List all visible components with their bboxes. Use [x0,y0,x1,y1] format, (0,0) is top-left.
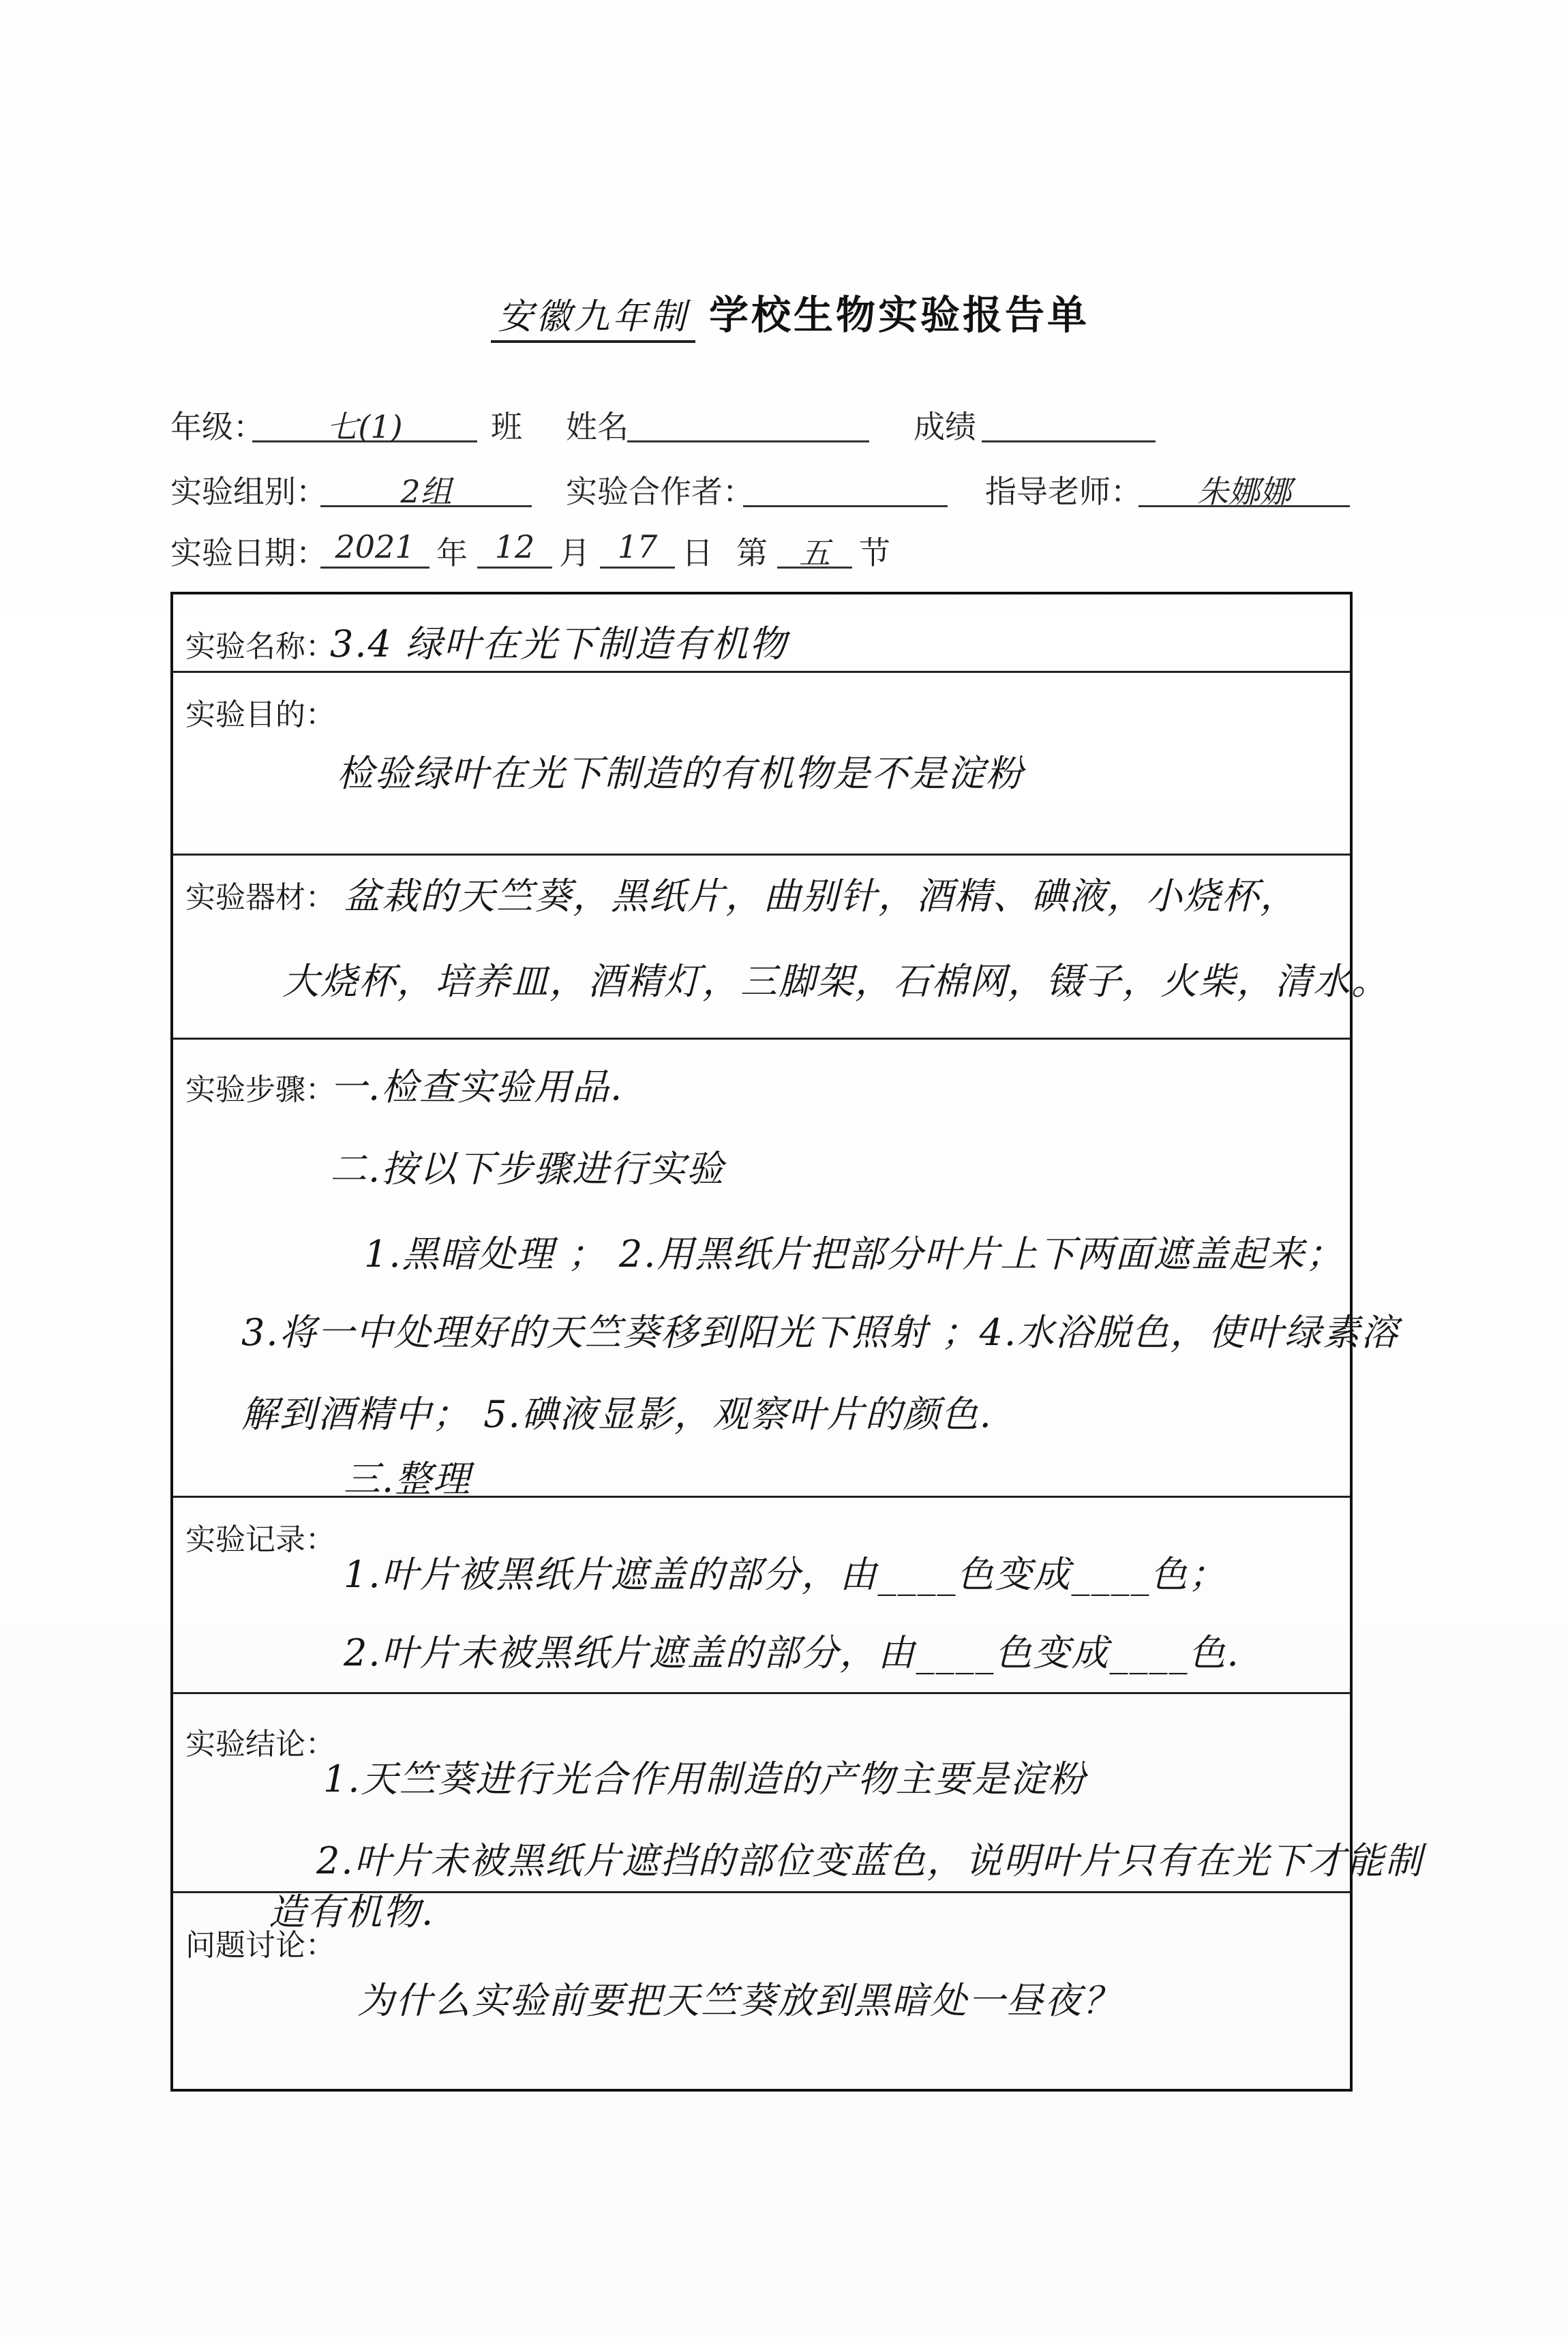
grade-label: 年级： [170,408,265,445]
period-prefix: 第 [736,534,768,571]
discussion-label: 问题讨论： [185,1928,335,1963]
grade-field[interactable]: 七(1) [252,402,477,442]
score-label: 成绩 [914,408,976,445]
equipment-label: 实验器材： [185,880,335,915]
name-field[interactable] [627,402,869,442]
score-field[interactable] [982,402,1156,442]
conclusion-line-3[interactable]: 造有机物. [269,1890,435,1933]
day-label: 日 [682,534,713,571]
steps-line-3[interactable]: 1.黑暗处理 ； 2.用黑纸片把部分叶片上下两面遮盖起来； [364,1233,1344,1276]
steps-line-2[interactable]: 二.按以下步骤进行实验 [330,1147,725,1190]
name-label: 姓名 [566,408,629,445]
divider-after-purpose [173,854,1350,856]
purpose-value[interactable]: 检验绿叶在光下制造的有机物是不是淀粉 [337,752,1024,795]
equipment-line-1[interactable]: 盆栽的天竺葵，黑纸片，曲别针，酒精、碘液，小烧杯， [344,875,1298,918]
discussion-value[interactable]: 为什么实验前要把天竺葵放到黑暗处一昼夜？ [357,1979,1121,2022]
partner-field[interactable] [743,467,948,507]
teacher-field[interactable]: 朱娜娜 [1139,467,1350,507]
divider-after-record [173,1692,1350,1694]
steps-line-5[interactable]: 解到酒精中； 5.碘液显影，观察叶片的颜色. [241,1393,993,1436]
report-title [491,283,1089,343]
conclusion-line-2[interactable]: 2.叶片未被黑纸片遮挡的部位变蓝色，说明叶片只有在光下才能制 [316,1839,1423,1882]
month-field[interactable]: 12 [477,528,552,569]
divider-after-equipment [173,1038,1350,1040]
day-field[interactable]: 17 [600,528,675,569]
divider-after-name [173,671,1350,673]
steps-line-4[interactable]: 3.将一中处理好的天竺葵移到阳光下照射 ；4.水浴脱色，使叶绿素溶 [241,1311,1400,1354]
year-field[interactable]: 2021 [320,528,429,569]
group-label: 实验组别： [170,473,327,510]
steps-line-1[interactable]: 一.检查实验用品. [330,1066,624,1109]
period-suffix: 节 [859,534,890,571]
report-form-table [170,592,1423,2092]
title-text: 学校生物实验报告单 [709,292,1090,338]
year-label: 年 [436,534,468,571]
experiment-name-label: 实验名称： [185,629,335,664]
experiment-name-value[interactable]: 3.4 绿叶在光下制造有机物 [330,622,788,665]
record-line-1[interactable]: 1.叶片被黑纸片遮盖的部分，由____色变成____色； [344,1553,1227,1596]
partner-label: 实验合作者： [566,473,754,510]
period-field[interactable]: 五 [777,528,852,569]
school-name: 安徽九年制 [491,288,695,343]
conclusion-line-1[interactable]: 1.天竺葵进行光合作用制造的产物主要是淀粉 [323,1758,1087,1800]
steps-label: 实验步骤： [185,1072,335,1107]
date-label: 实验日期： [170,534,327,571]
purpose-label: 实验目的： [185,697,335,732]
record-line-2[interactable]: 2.叶片未被黑纸片遮盖的部分，由____色变成____色. [344,1631,1240,1674]
equipment-line-2[interactable]: 大烧杯，培养皿，酒精灯，三脚架，石棉网，镊子，火柴，清水。 [282,960,1389,1003]
conclusion-label: 实验结论： [185,1727,335,1762]
month-label: 月 [559,534,590,571]
class-label: 班 [491,408,522,445]
record-label: 实验记录： [185,1522,335,1557]
steps-line-6[interactable]: 三.整理 [344,1458,472,1501]
group-field[interactable]: 2组 [320,467,532,507]
teacher-label: 指导老师： [985,473,1142,510]
